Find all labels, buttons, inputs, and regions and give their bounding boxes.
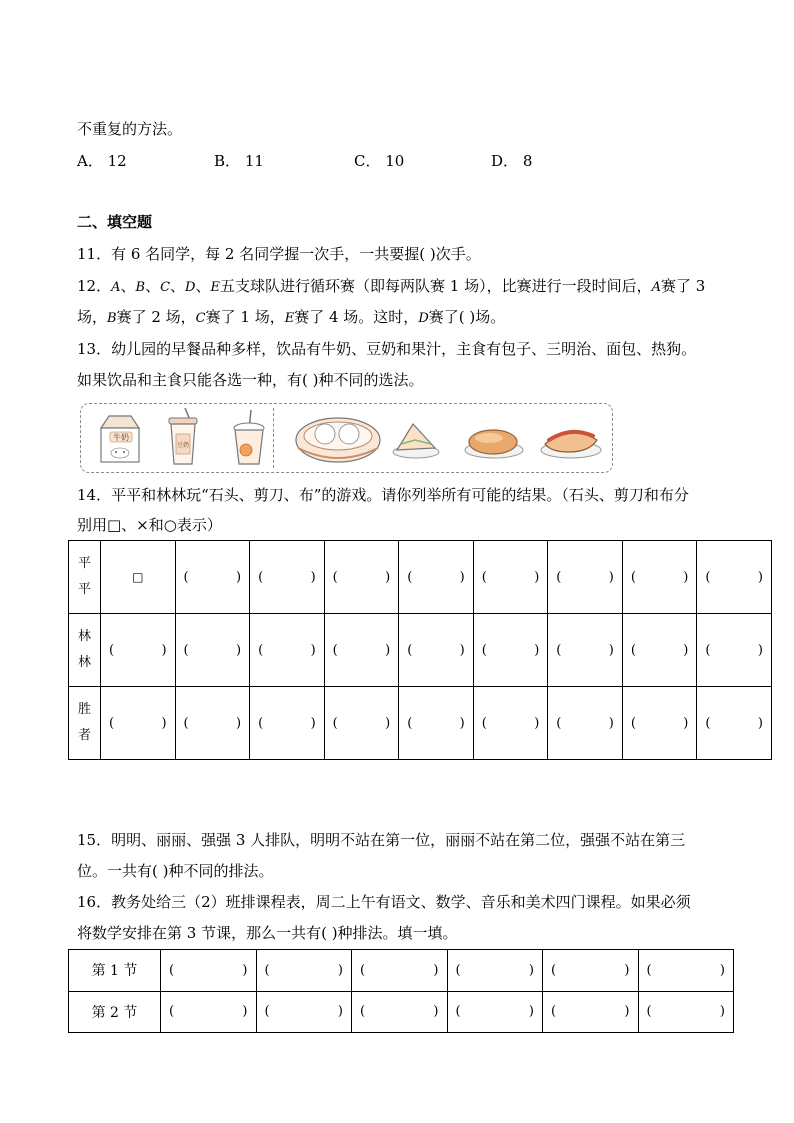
period-label: 第 2 节 (69, 991, 161, 1033)
bread-icon (463, 420, 525, 460)
soymilk-label: 豆奶 (176, 442, 190, 449)
option-b[interactable]: B． 11 (214, 152, 264, 170)
schedule-cell[interactable]: ( ) (161, 991, 257, 1033)
milk-carton-icon (93, 410, 145, 466)
answer-cell[interactable]: ( ) (175, 687, 250, 760)
answer-cell[interactable]: ( ) (324, 614, 399, 687)
row-header: 平 平 (69, 541, 101, 614)
answer-cell[interactable]: ( ) (399, 541, 474, 614)
schedule-row (69, 991, 734, 1033)
food-divider (273, 408, 274, 468)
sandwich-icon (391, 418, 441, 460)
schedule-cell[interactable]: ( ) (638, 991, 734, 1033)
answer-cell[interactable]: ( ) (548, 541, 623, 614)
question-11: 11．有 6 名同学，每 2 名同学握一次手，一共要握( )次手。 (77, 245, 481, 263)
answer-cell[interactable]: ( ) (697, 687, 772, 760)
row-header: 林 林 (69, 614, 101, 687)
question-12-line-1: 12．A、B、C、D、E五支球队进行循环赛（即每两队赛 1 场），比赛进行一段时间后，A赛了 3 (77, 277, 706, 295)
schedule-cell[interactable]: ( ) (256, 950, 352, 992)
schedule-row (69, 950, 734, 992)
answer-cell[interactable]: ( ) (250, 614, 325, 687)
answer-cell[interactable]: ( ) (473, 541, 548, 614)
schedule-cell[interactable]: ( ) (161, 950, 257, 992)
answer-cell[interactable]: ( ) (175, 614, 250, 687)
answer-cell[interactable]: ( ) (473, 614, 548, 687)
results-row (69, 687, 772, 760)
schedule-cell[interactable]: ( ) (256, 991, 352, 1033)
steamed-buns-icon (293, 410, 383, 466)
schedule-cell[interactable]: ( ) (447, 991, 543, 1033)
question-14-line-2: 别用□、×和○表示） (77, 516, 222, 534)
q10-continuation: 不重复的方法。 (77, 120, 183, 138)
answer-cell[interactable]: ( ) (250, 541, 325, 614)
schedule-cell[interactable]: ( ) (638, 950, 734, 992)
answer-cell[interactable]: ( ) (548, 687, 623, 760)
row-header: 胜 者 (69, 687, 101, 760)
option-d[interactable]: D． 8 (491, 152, 533, 170)
question-16-line-1: 16．教务处给三（2）班排课程表，周二上午有语文、数学、音乐和美术四门课程。如果必须 (77, 893, 691, 911)
answer-cell[interactable]: ( ) (697, 614, 772, 687)
answer-cell[interactable]: ( ) (250, 687, 325, 760)
results-row (69, 614, 772, 687)
milk-label: 牛奶 (113, 433, 129, 442)
schedule-cell[interactable]: ( ) (352, 950, 448, 992)
question-15-line-2: 位。一共有( )种不同的排法。 (77, 862, 274, 880)
option-c[interactable]: C． 10 (354, 152, 405, 170)
answer-cell[interactable]: ( ) (101, 687, 176, 760)
answer-cell[interactable]: ( ) (473, 687, 548, 760)
question-13-line-2: 如果饮品和主食只能各选一种，有( )种不同的选法。 (77, 371, 424, 389)
schedule-table (68, 949, 734, 1033)
results-table (68, 540, 772, 760)
answer-cell[interactable]: ( ) (324, 541, 399, 614)
answer-cell[interactable]: ( ) (622, 541, 697, 614)
results-row (69, 541, 772, 614)
section-title: 二、填空题 (77, 213, 153, 231)
answer-cell[interactable]: ( ) (622, 687, 697, 760)
answer-cell[interactable]: ( ) (399, 614, 474, 687)
breakfast-illustration (80, 403, 613, 473)
schedule-cell[interactable]: ( ) (543, 991, 639, 1033)
answer-cell[interactable]: ( ) (697, 541, 772, 614)
question-12-line-2: 场，B赛了 2 场，C赛了 1 场，E赛了 4 场。这时，D赛了( )场。 (77, 308, 506, 326)
juice-cup-icon (229, 408, 269, 468)
answer-cell[interactable]: ( ) (324, 687, 399, 760)
answer-cell[interactable]: ( ) (101, 614, 176, 687)
period-label: 第 1 节 (69, 950, 161, 992)
answer-cell[interactable]: ( ) (548, 614, 623, 687)
schedule-cell[interactable]: ( ) (447, 950, 543, 992)
hotdog-icon (539, 418, 603, 460)
schedule-cell[interactable]: ( ) (352, 991, 448, 1033)
question-14-line-1: 14．平平和林林玩“石头、剪刀、布”的游戏。请你列举所有可能的结果。（石头、剪刀和布分 (77, 486, 689, 504)
question-15-line-1: 15．明明、丽丽、强强 3 人排队，明明不站在第一位，丽丽不站在第二位，强强不站在第三 (77, 831, 686, 849)
soymilk-cup-icon (163, 406, 203, 468)
schedule-cell[interactable]: ( ) (543, 950, 639, 992)
answer-cell[interactable]: ( ) (399, 687, 474, 760)
option-a[interactable]: A． 12 (77, 152, 127, 170)
question-13-line-1: 13．幼儿园的早餐品种多样，饮品有牛奶、豆奶和果汁，主食有包子、三明治、面包、热狗。 (77, 340, 697, 358)
square-symbol-cell[interactable]: □ (101, 541, 176, 614)
answer-cell[interactable]: ( ) (622, 614, 697, 687)
question-16-line-2: 将数学安排在第 3 节课，那么一共有( )种排法。填一填。 (77, 924, 458, 942)
answer-cell[interactable]: ( ) (175, 541, 250, 614)
